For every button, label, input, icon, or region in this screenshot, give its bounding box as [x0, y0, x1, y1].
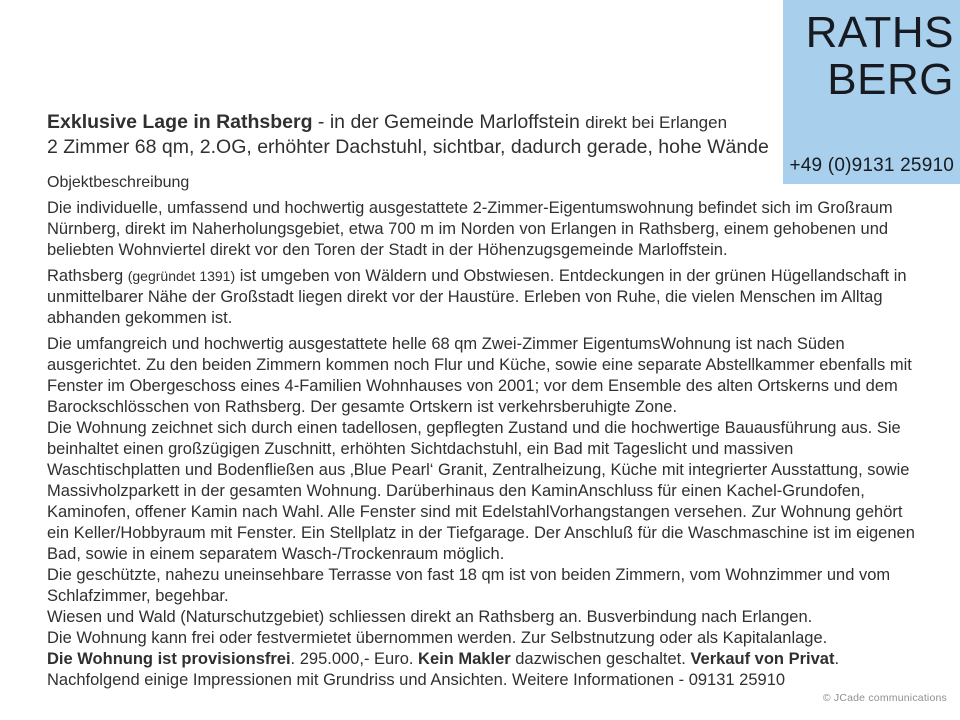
description-paragraph — [47, 266, 915, 329]
paragraph-run: Die umfangreich und hochwertig ausgestattete helle 68 qm Zwei-Zimmer EigentumsWohnung ist nach Süden ausgerichtet. Zu den beiden Zimmern kommen noch Flur und Küche, sowie eine separate Abstellkammer ebenfalls mit Fenster im Obergeschoss eines 4-Familien Wohnhauses von 2001; vor dem Ensemble des alten Ortskerns und dem Barockschlösschen von Rathsberg. Der gesamte Ortskern ist verkehrsberuhigte Zone. — [47, 335, 912, 416]
description-paragraph — [47, 649, 915, 670]
description-paragraph — [47, 418, 915, 565]
paragraph-run: Die Wohnung kann frei oder festvermietet übernommen werden. Zur Selbstnutzung oder als Kapitalanlage. — [47, 629, 828, 647]
paragraph-run: ist umgeben von Wäldern und Obstwiesen. Entdeckungen in der grünen Hügellandschaft in unmittelbarer Nähe der Großstadt liegen direkt vor der Haustüre. Erleben von Ruhe, die vielen Menschen im Alltag abhanden gekommen ist. — [47, 267, 907, 327]
paragraph-run-bold: Verkauf von Privat — [690, 650, 835, 668]
brand-logo — [806, 9, 954, 103]
title-main: Exklusive Lage in Rathsberg — [47, 111, 313, 133]
listing-content — [47, 110, 915, 691]
title-location: - in der Gemeinde Marloffstein — [312, 111, 586, 133]
paragraph-run-small: (gegründet 1391) — [127, 268, 236, 284]
brand-logo-line1: RATHS — [805, 8, 954, 57]
footer-credit: © JCade communications — [822, 692, 947, 704]
brand-phone-number: +49 (0)9131 25910 — [789, 155, 954, 176]
brand-logo-line2: BERG — [827, 55, 954, 104]
paragraph-run: Die Wohnung zeichnet sich durch einen tadellosen, gepflegten Zustand und die hochwertige Bauausführung aus. Sie beinhaltet einen großzügigen Zuschnitt, erhöhten Sichtdachstuhl, ein Bad mit Tageslicht und massiven Waschtischplatten und Bodenfließen aus ‚Blue Pearl‘ Granit, Zentralheizung, Küche mit integrierter Ausstattung, sowie Massivholzparkett in der gesamten Wohnung. Darüberhinaus den KaminAnschluss für einen Kachel-Grundofen, Kaminofen, offener Kamin nach Wahl. Alle Fenster sind mit EdelstahlVorhangstangen versehen. Zur Wohnung gehört ein Keller/Hobbyraum mit Fenster. Ein Stellplatz in der Tiefgarage. Der Anschluß für die Waschmaschine ist im eigenen Bad, sowie in einem separatem Wasch-/Trockenraum möglich. — [47, 419, 915, 563]
description-paragraph — [47, 628, 915, 649]
listing-title — [47, 110, 915, 135]
paragraph-run-bold: Die Wohnung ist provisionsfrei — [47, 650, 291, 668]
paragraph-run: Rathsberg — [47, 267, 128, 285]
description-paragraph — [47, 334, 915, 418]
paragraph-run: Nachfolgend einige Impressionen mit Grundriss und Ansichten. Weitere Informationen - 09131 25910 — [47, 671, 786, 689]
paragraph-run: Die individuelle, umfassend und hochwertig ausgestattete 2-Zimmer-Eigentumswohnung befindet sich im Großraum Nürnberg, direkt im Naherholungsgebiet, etwa 700 m im Norden von Erlangen in Rathsberg, einem gehobenen und beliebten Wohnviertel direkt vor den Toren der Stadt in der Höhenzugsgemeinde Marloffstein. — [47, 199, 893, 259]
paragraph-run: . 295.000,- Euro. — [290, 650, 419, 668]
description-paragraph — [47, 565, 915, 607]
paragraph-run: Wiesen und Wald (Naturschutzgebiet) schliessen direkt an Rathsberg an. Busverbindung nach Erlangen. — [47, 608, 813, 626]
description-paragraph — [47, 607, 915, 628]
description-paragraph — [47, 198, 915, 261]
paragraph-run: Die geschützte, nahezu uneinsehbare Terrasse von fast 18 qm ist von beiden Zimmern, vom Wohnzimmer und vom Schlafzimmer, begehbar. — [47, 566, 891, 605]
listing-subtitle: 2 Zimmer 68 qm, 2.OG, erhöhter Dachstuhl, sichtbar, dadurch gerade, hohe Wände — [47, 136, 769, 158]
description-paragraphs — [47, 198, 915, 691]
paragraph-run-bold: Kein Makler — [418, 650, 511, 668]
section-label: Objektbeschreibung — [47, 174, 190, 191]
paragraph-run: dazwischen geschaltet. — [510, 650, 691, 668]
description-paragraph — [47, 670, 915, 691]
paragraph-run: . — [834, 650, 840, 668]
title-suffix: direkt bei Erlangen — [585, 113, 728, 132]
